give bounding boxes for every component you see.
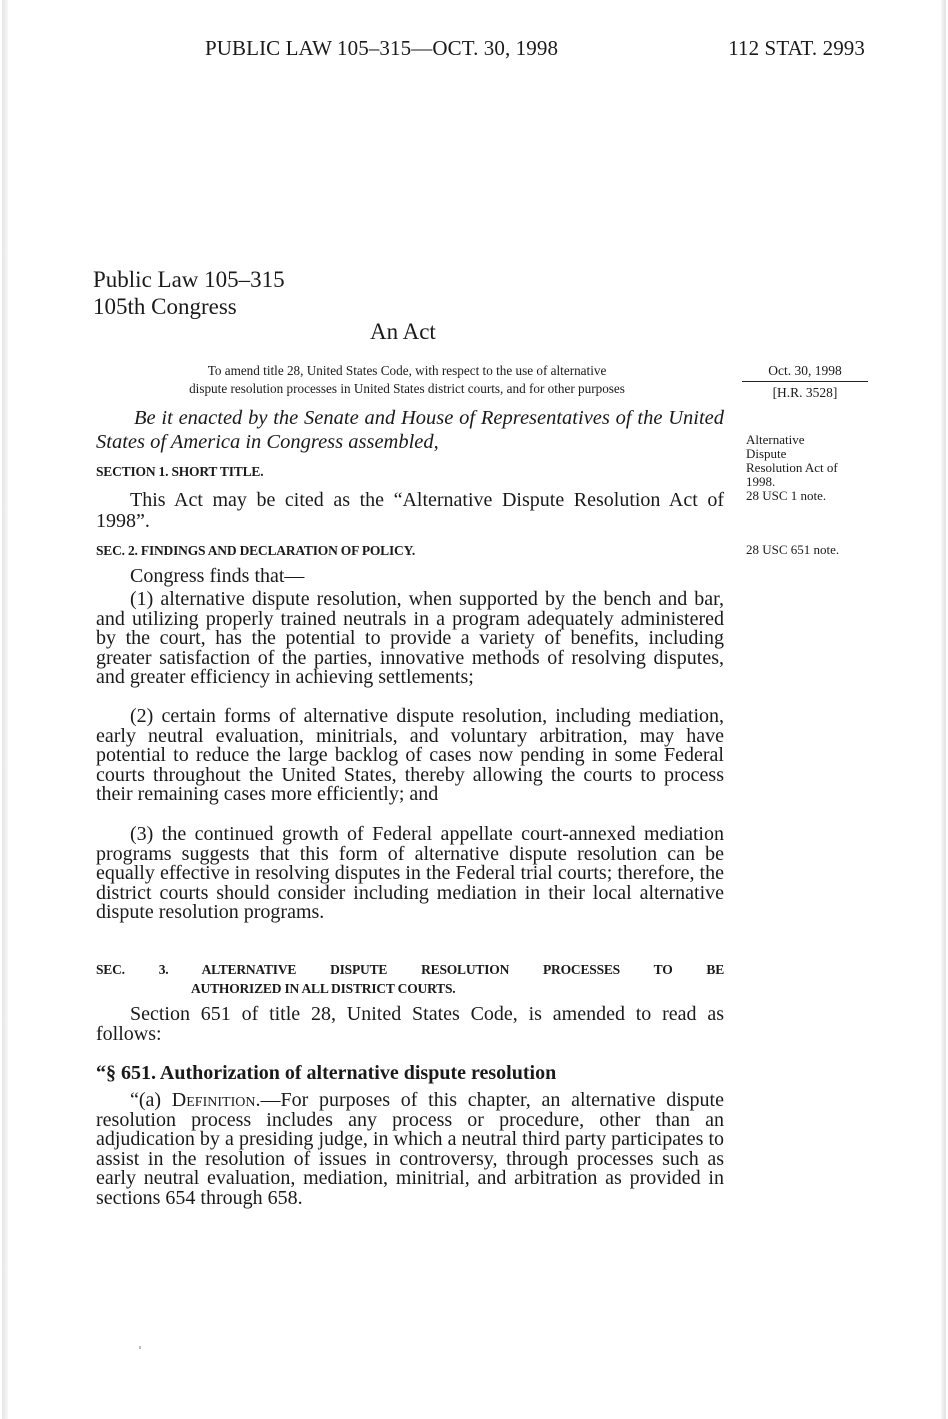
act-heading: An Act (370, 319, 436, 344)
subsection-a-definition (96, 1091, 724, 1209)
purpose-statement (92, 362, 722, 398)
subsection-a-prefix: “(a) (130, 1089, 172, 1111)
section-3-heading-line-2: AUTHORIZED IN ALL DISTRICT COURTS. (191, 981, 456, 996)
enacting-clause: Be it enacted by the Senate and House of Representatives of the United States of America in Congress assembled, (96, 407, 724, 453)
enactment-date: Oct. 30, 1998 (768, 363, 842, 378)
running-head-citation: PUBLIC LAW 105–315—OCT. 30, 1998 (205, 36, 559, 60)
section-3-heading-line-1: SEC. 3. ALTERNATIVE DISPUTE RESOLUTION PROCESSES TO BE (96, 962, 724, 977)
section-651-heading: “§ 651. Authorization of alternative dispute resolution (96, 1062, 557, 1084)
section-1-heading: SECTION 1. SHORT TITLE. (96, 464, 264, 479)
finding-1: (1) alternative dispute resolution, when supported by the bench and bar, and utilizing properly trained neutrals in a program adequately administered by the court, has the potential to provide a variety of benefits, including greater satisfaction of the parties, innovative methods of resolving disputes, and greater efficiency in achieving settlements; (96, 588, 724, 689)
subsection-a-label: Definition (171, 1089, 256, 1111)
margin-note-line: 1998. (746, 474, 776, 489)
public-law-number: Public Law 105–315 (93, 267, 285, 292)
short-title-margin-note (746, 433, 876, 503)
congress-number: 105th Congress (93, 294, 237, 319)
margin-note-line: Resolution Act of (746, 460, 838, 475)
running-head-stat-page: 112 STAT. 2993 (728, 36, 865, 60)
section-2-heading: SEC. 2. FINDINGS AND DECLARATION OF POLICY. (96, 543, 416, 558)
purpose-line: dispute resolution processes in United States district courts, and for other purposes (189, 381, 625, 396)
section-2-intro: Congress finds that— (130, 565, 305, 587)
title-block (93, 266, 285, 320)
margin-note-line: Dispute (746, 446, 787, 461)
finding-2: (2) certain forms of alternative dispute resolution, including mediation, early neutral evaluation, minitrials, and voluntary arbitration, may have potential to reduce the large backlog of cases now pending in some Federal courts throughout the United States, thereby allowing the courts to process their remaining cases more efficiently; and (96, 705, 724, 806)
usc-651-margin-note: 28 USC 651 note. (746, 542, 840, 557)
usc-note-1: 28 USC 1 note. (746, 488, 827, 503)
margin-note-line: Alternative (746, 432, 805, 447)
enactment-date-note (742, 362, 868, 402)
date-rule (742, 381, 868, 382)
purpose-line: To amend title 28, United States Code, with respect to the use of alternative (207, 363, 607, 378)
finding-3: (3) the continued growth of Federal appellate court-annexed mediation programs suggests that this form of alternative dispute resolution can be equally effective in resolving disputes in the Federal trial courts; therefore, the district courts should consider including mediation in their local alternative dispute resolution programs. (96, 823, 724, 924)
scan-edge-right (941, 0, 946, 1419)
subsection-a-text: .—For purposes of this chapter, an alternative dispute resolution process includes any process or procedure, other than an adjudication by a presiding judge, in which a neutral third party participates to assist in the resolution of issues in controversy, through processes such as early neutral evaluation, mediation, minitrial, and arbitration as provided in sections 654 through 658. (96, 1089, 724, 1209)
bill-number: [H.R. 3528] (772, 385, 838, 400)
scan-edge-left (2, 0, 8, 1419)
scan-speck (139, 1346, 141, 1349)
section-3-intro: Section 651 of title 28, United States Code, is amended to read as follows: (96, 1003, 724, 1045)
section-1-text: This Act may be cited as the “Alternative Dispute Resolution Act of 1998”. (96, 489, 724, 532)
